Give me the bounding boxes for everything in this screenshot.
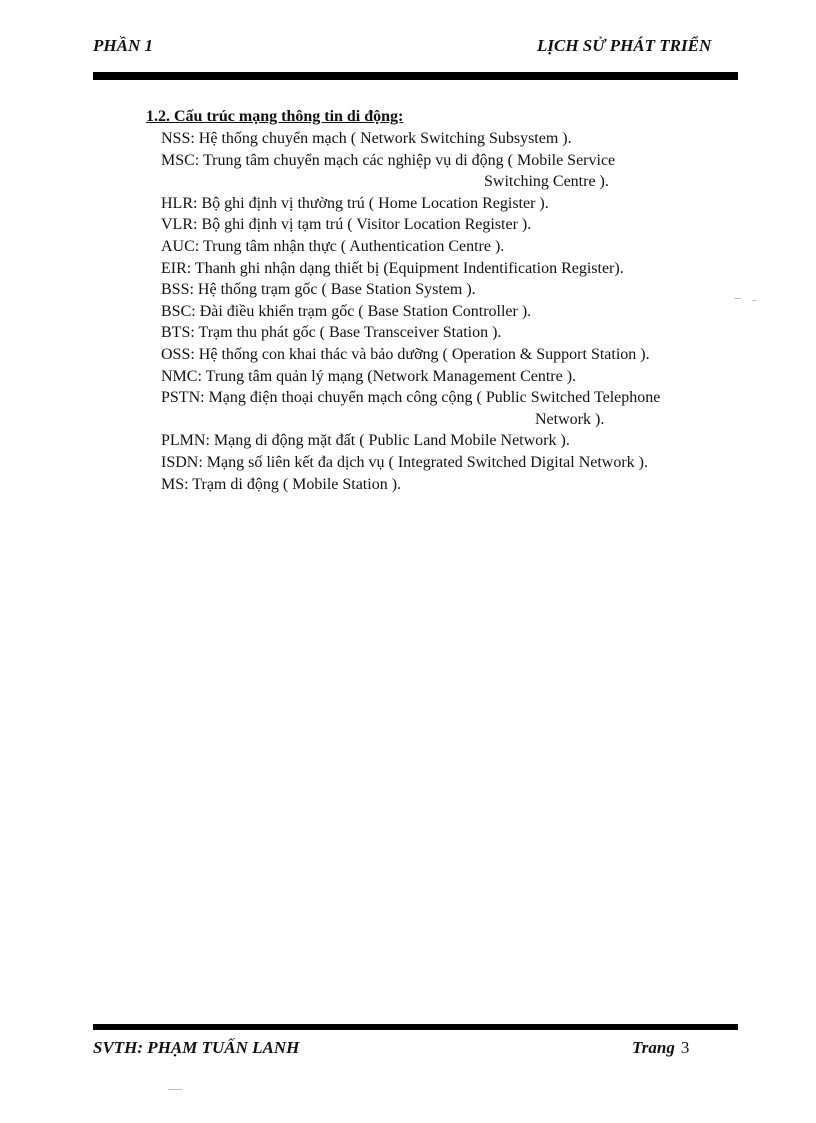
list-item (161, 279, 731, 301)
list-item (161, 387, 731, 430)
list-item (161, 301, 731, 323)
list-item (161, 322, 731, 344)
entry-text: MS: Trạm di động ( Mobile Station ). (161, 475, 402, 493)
list-item (161, 344, 731, 366)
entry-text: OSS: Hệ thống con khai thác và bảo dưỡng ( Operation & Support Station ). (161, 345, 650, 363)
entry-text: NMC: Trung tâm quản lý mạng (Network Management Centre ). (161, 367, 577, 385)
list-item (161, 128, 731, 150)
scan-speck (168, 1089, 182, 1090)
entry-text: HLR: Bộ ghi định vị thường trú ( Home Location Register ). (161, 194, 549, 212)
header-section-label: PHẦN 1 (93, 36, 153, 55)
entry-text: PSTN: Mạng điện thoại chuyển mạch công cộng ( Public Switched Telephone (161, 389, 661, 407)
list-item (161, 214, 731, 236)
entry-text: ISDN: Mạng số liên kết đa dịch vụ ( Integrated Switched Digital Network ). (161, 453, 648, 471)
list-item (161, 430, 731, 452)
section-title: 1.2. Cấu trúc mạng thông tin di động: (146, 108, 404, 125)
entry-text: PLMN: Mạng di động mặt đất ( Public Land Mobile Network ). (161, 432, 570, 450)
entry-text: BSS: Hệ thống trạm gốc ( Base Station System ). (161, 281, 476, 299)
scan-speck (752, 300, 756, 301)
list-item (161, 258, 731, 280)
page-label: Trang (632, 1038, 675, 1057)
entry-text: EIR: Thanh ghi nhận dạng thiết bị (Equipment Indentification Register). (161, 259, 624, 277)
entry-continuation: Network ). (535, 410, 605, 428)
footer-author: SVTH: PHẠM TUẤN LANH (93, 1038, 300, 1057)
entry-text: VLR: Bộ ghi định vị tạm trú ( Visitor Location Register ). (161, 216, 532, 234)
footer-rule (93, 1024, 738, 1030)
scan-speck (735, 298, 741, 299)
list-item (161, 366, 731, 388)
entry-text: BTS: Trạm thu phát gốc ( Base Transceiver Station ). (161, 324, 502, 342)
list-item (161, 474, 731, 496)
list-item (161, 150, 731, 193)
entry-text: AUC: Trung tâm nhận thực ( Authentication Centre ). (161, 237, 505, 255)
entry-text: NSS: Hệ thống chuyển mạch ( Network Switching Subsystem ). (161, 130, 572, 147)
header-chapter-title: LỊCH SỬ PHÁT TRIỂN (537, 36, 712, 55)
entry-list (161, 128, 731, 495)
list-item (161, 452, 731, 474)
entry-text: BSC: Đài điều khiển trạm gốc ( Base Station Controller ). (161, 302, 532, 320)
header-rule (93, 72, 738, 80)
footer-page (632, 1038, 689, 1058)
entry-text: MSC: Trung tâm chuyển mạch các nghiệp vụ di động ( Mobile Service (161, 151, 616, 169)
list-item (161, 193, 731, 215)
list-item (161, 236, 731, 258)
page-number: 3 (680, 1038, 690, 1057)
entry-continuation: Switching Centre ). (484, 173, 609, 191)
